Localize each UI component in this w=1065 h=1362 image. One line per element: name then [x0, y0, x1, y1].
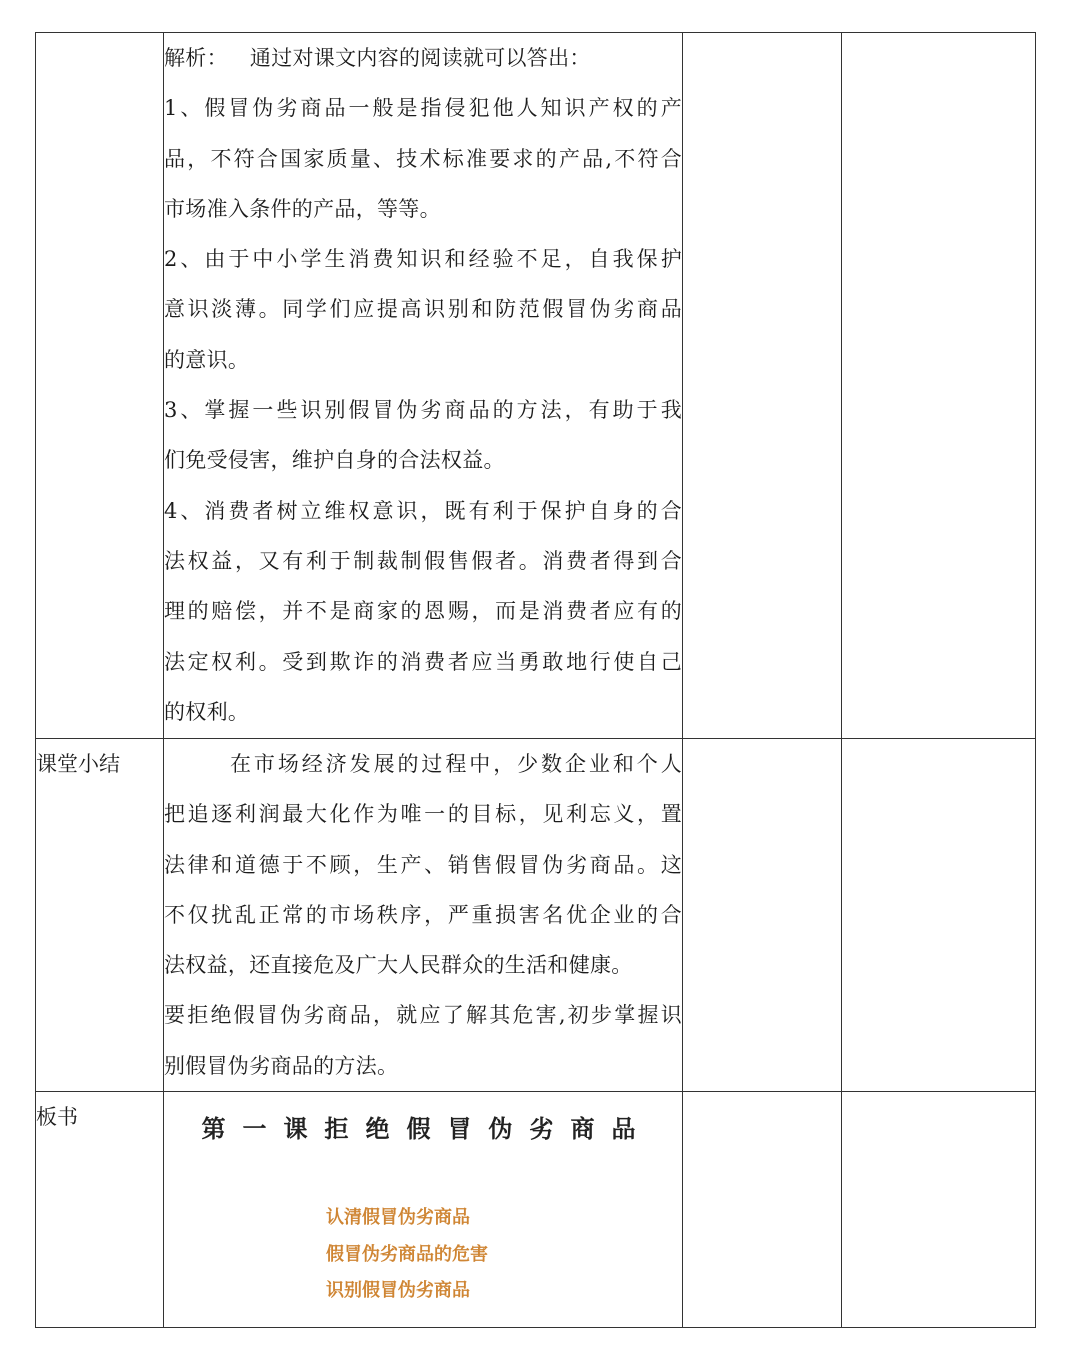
summary-line: 把追逐利润最大化作为唯一的目标，见利忘义，置 — [164, 802, 682, 827]
empty-cell — [683, 33, 842, 739]
analysis-line: 们免受侵害，维护自身的合法权益。 — [164, 448, 505, 473]
table-row-summary — [36, 739, 1036, 1092]
empty-cell — [842, 33, 1036, 739]
board-item: 认清假冒伪劣商品 — [326, 1207, 470, 1229]
summary-label: 课堂小结 — [36, 739, 164, 1092]
board-content — [164, 1092, 683, 1328]
analysis-lead: 解析： — [164, 46, 228, 70]
board-title: 第一课拒绝假冒伪劣商品 — [201, 1115, 653, 1144]
summary-line: 不仅扰乱正常的市场秩序，严重损害名优企业的合 — [164, 902, 682, 927]
summary-line: 在市场经济发展的过程中，少数企业和个人 — [230, 752, 682, 776]
analysis-intro-text: 通过对课文内容的阅读就可以答出： — [249, 46, 591, 70]
board-item: 假冒伪劣商品的危害 — [326, 1243, 488, 1265]
table-row-board — [36, 1092, 1036, 1328]
analysis-line: 2、由于中小学生消费知识和经验不足，自我保护 — [164, 247, 682, 272]
lesson-plan-table — [35, 32, 1036, 1328]
analysis-line: 1、假冒伪劣商品一般是指侵犯他人知识产权的产 — [164, 96, 682, 121]
summary-line: 法权益，还直接危及广大人民群众的生活和健康。 — [164, 953, 633, 978]
board-label: 板书 — [36, 1092, 164, 1328]
analysis-line: 的意识。 — [164, 347, 250, 372]
analysis-line: 法权益，又有利于制裁制假售假者。消费者得到合 — [164, 548, 682, 573]
analysis-line: 法定权利。受到欺诈的消费者应当勇敢地行使自己 — [164, 649, 682, 674]
summary-line: 法律和道德于不顾，生产、销售假冒伪劣商品。这 — [164, 852, 682, 877]
row-label — [36, 33, 164, 739]
board-items — [326, 1200, 682, 1310]
analysis-content — [164, 33, 683, 739]
analysis-line: 3、掌握一些识别假冒伪劣商品的方法，有助于我 — [164, 398, 682, 423]
board-item: 识别假冒伪劣商品 — [326, 1280, 470, 1302]
analysis-line: 的权利。 — [164, 699, 250, 724]
analysis-intro-line — [164, 33, 682, 83]
table-row-analysis — [36, 33, 1036, 739]
analysis-line: 理的赔偿，并不是商家的恩赐，而是消费者应有的 — [164, 599, 682, 624]
analysis-line: 市场准入条件的产品，等等。 — [164, 196, 441, 221]
empty-cell — [842, 739, 1036, 1092]
analysis-line: 意识淡薄。同学们应提高识别和防范假冒伪劣商品 — [164, 297, 682, 322]
summary-line: 别假冒伪劣商品的方法。 — [164, 1053, 399, 1078]
analysis-line: 4、消费者树立维权意识，既有利于保护自身的合 — [164, 498, 682, 523]
summary-content — [164, 739, 683, 1092]
analysis-line: 品，不符合国家质量、技术标准要求的产品,不符合 — [164, 146, 682, 171]
empty-cell — [683, 1092, 842, 1328]
empty-cell — [683, 739, 842, 1092]
empty-cell — [842, 1092, 1036, 1328]
summary-line: 要拒绝假冒伪劣商品，就应了解其危害,初步掌握识 — [164, 1003, 682, 1028]
